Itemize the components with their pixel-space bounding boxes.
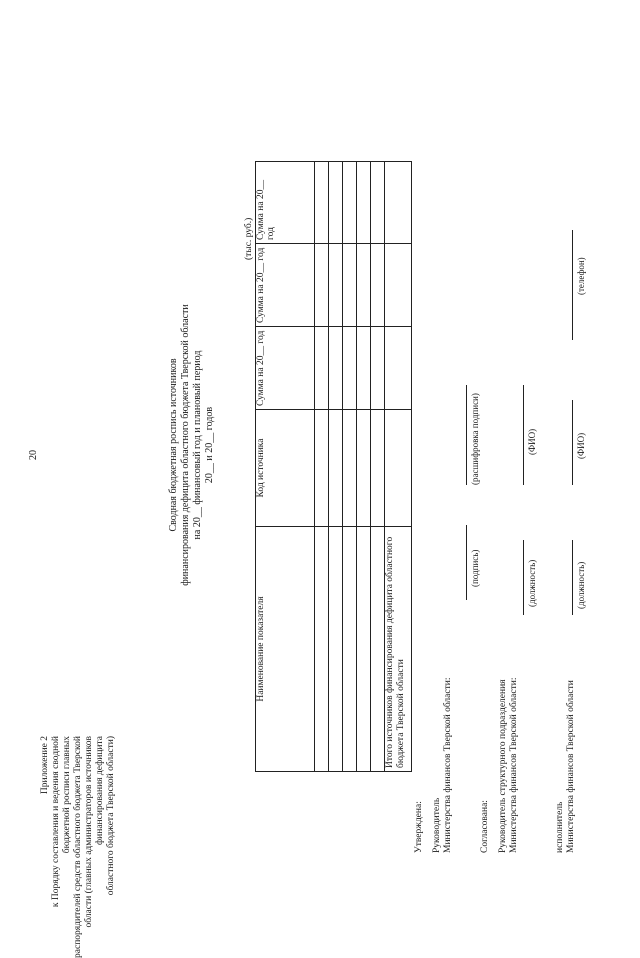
decoding-line <box>466 385 467 485</box>
appendix-line: Приложение 2 <box>40 736 50 795</box>
header-indicator: Наименование показателя <box>256 527 315 772</box>
page-number: 20 <box>28 450 39 460</box>
title-line: на 20__ финансовый год и плановый период <box>192 350 203 540</box>
table-cell <box>371 410 385 527</box>
document-title <box>168 135 216 755</box>
table-cell <box>329 527 343 772</box>
dept-title-line1: Руководитель структурного подразделения <box>498 679 508 853</box>
position-line <box>523 540 524 615</box>
appendix-line: областного бюджета Тверской области) <box>106 736 116 896</box>
table-cell <box>385 410 412 527</box>
header-sum-3: Сумма на 20__ год <box>256 162 315 244</box>
table-cell <box>357 410 371 527</box>
table-cell <box>357 162 371 244</box>
position-caption: (должность) <box>527 559 537 607</box>
table-cell <box>385 162 412 244</box>
phone-caption: (телефон) <box>576 257 586 295</box>
head-title-line2: Министерства финансов Тверской области: <box>443 677 453 853</box>
table-cell <box>371 162 385 244</box>
table-cell <box>343 527 357 772</box>
header-sum-2: Сумма на 20__ год <box>256 244 315 327</box>
table-row <box>357 162 371 772</box>
approved-label: Утверждена: <box>414 801 424 853</box>
executor-line1: исполнитель <box>555 801 565 853</box>
signature-line <box>466 525 467 600</box>
fio-line-2 <box>572 400 573 485</box>
table-cell <box>357 244 371 327</box>
signature-caption: (подпись) <box>470 549 480 587</box>
position-caption-2: (должность) <box>576 561 586 609</box>
table-cell <box>329 410 343 527</box>
table-cell <box>385 327 412 410</box>
appendix-line: к Порядку составления и ведения сводной <box>51 736 61 908</box>
total-label: Итого источников финансирования дефицита областного бюджета Тверской области <box>385 527 412 772</box>
table-cell <box>371 244 385 327</box>
fio-caption-2: (ФИО) <box>576 432 586 459</box>
table-cell <box>329 244 343 327</box>
total-row <box>385 162 412 772</box>
position-line-2 <box>572 540 573 615</box>
table-cell <box>343 162 357 244</box>
fio-line <box>523 385 524 485</box>
phone-line <box>572 230 573 340</box>
table-cell <box>385 244 412 327</box>
table-row <box>315 162 329 772</box>
title-line: 20__ и 20__ годов <box>204 406 215 484</box>
table-row <box>329 162 343 772</box>
units-label: (тыс. руб.) <box>244 217 254 260</box>
table-cell <box>315 527 329 772</box>
table-cell <box>371 327 385 410</box>
agreed-label: Согласована: <box>480 800 490 853</box>
table-cell <box>315 410 329 527</box>
table-cell <box>357 327 371 410</box>
table-cell <box>343 410 357 527</box>
table-row <box>371 162 385 772</box>
table-row <box>343 162 357 772</box>
table-cell <box>343 244 357 327</box>
appendix-line: финансирования дефицита <box>95 736 105 845</box>
table-cell <box>329 162 343 244</box>
executor-line2: Министерства финансов Тверской области <box>566 680 576 853</box>
title-line: Сводная бюджетная роспись источников <box>168 358 179 532</box>
header-source-code: Код источника <box>256 410 315 527</box>
appendix-line: бюджетной росписи главных <box>62 736 72 854</box>
appendix-note <box>40 736 117 958</box>
fio-caption: (ФИО) <box>527 428 537 455</box>
table-cell <box>343 327 357 410</box>
appendix-line: области (главных администраторов источников <box>84 736 94 928</box>
table-cell <box>357 527 371 772</box>
table-cell <box>315 162 329 244</box>
budget-table <box>255 161 412 772</box>
appendix-line: распорядителей средств областного бюджета Тверской <box>73 736 83 958</box>
table-cell <box>329 327 343 410</box>
table-header-row <box>256 162 315 772</box>
title-line: финансирования дефицита областного бюджета Тверской области <box>180 304 191 586</box>
table-cell <box>371 527 385 772</box>
table-cell <box>315 244 329 327</box>
table-cell <box>315 327 329 410</box>
head-title-line1: Руководитель <box>432 797 442 853</box>
decoding-caption: (расшифровка подписи) <box>470 393 480 485</box>
header-sum-1: Сумма на 20__ год <box>256 327 315 410</box>
dept-title-line2: Министерства финансов Тверской области: <box>509 677 519 853</box>
